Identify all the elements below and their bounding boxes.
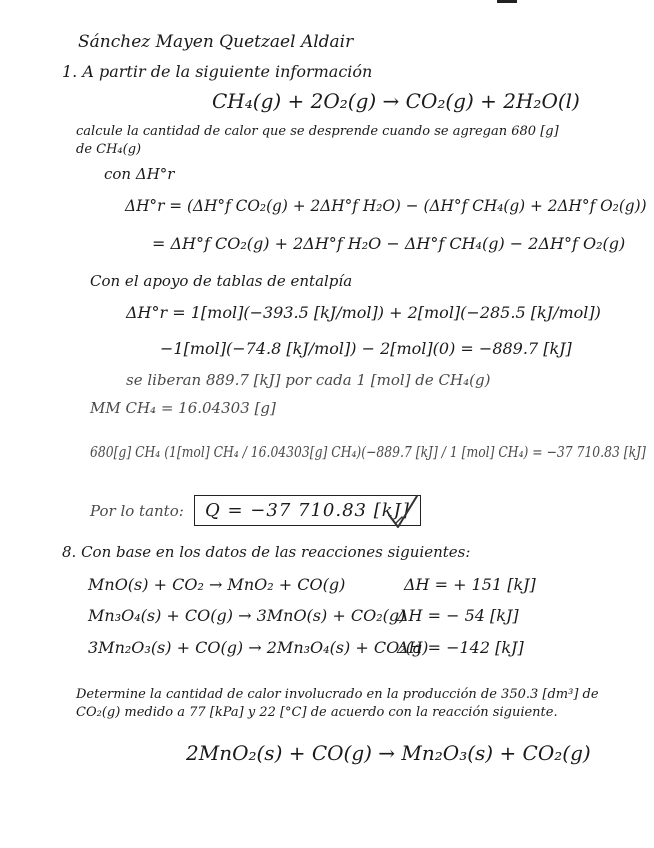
conversion-line: 680[g] CH₄ (1[mol] CH₄ / 16.04303[g] CH₄)(−889.7 [kJ] / 1 [mol] CH₄) = −37 710.83 [kJ] <box>90 443 646 461</box>
conclusion-label: Por lo tanto: <box>90 502 184 520</box>
problem-1-question-line-2: de CH₄(g) <box>76 142 142 157</box>
check-mark-icon <box>386 493 420 533</box>
heat-released-statement: se liberan 889.7 [kJ] por cada 1 [mol] de CH₄(g) <box>126 371 491 389</box>
molar-mass-line: MM CH₄ = 16.04303 [g] <box>90 399 276 417</box>
target-reaction: 2MnO₂(s) + CO(g) → Mn₂O₃(s) + CO₂(g) <box>186 741 591 765</box>
reaction-1-enthalpy: ΔH = + 151 [kJ] <box>404 575 536 594</box>
reaction-2-equation: Mn₃O₄(s) + CO(g) → 3MnO(s) + CO₂(g) <box>88 606 406 625</box>
page-top-mark <box>497 0 517 3</box>
calculation-line-2: −1[mol](−74.8 [kJ/mol]) − 2[mol](0) = −889.7 [kJ] <box>160 339 572 358</box>
final-answer-box: Q = −37 710.83 [kJ] <box>194 495 421 526</box>
problem-8-question-line-1: Determine la cantidad de calor involucrado en la producción de 350.3 [dm³] de <box>76 687 599 702</box>
calculation-line-1: ΔH°r = 1[mol](−393.5 [kJ/mol]) + 2[mol](−285.5 [kJ/mol]) <box>126 303 601 322</box>
reaction-1-equation: MnO(s) + CO₂ → MnO₂ + CO(g) <box>88 575 346 594</box>
reaction-3-equation: 3Mn₂O₃(s) + CO(g) → 2Mn₃O₄(s) + CO₂(g) <box>88 638 429 657</box>
problem-8-question-line-2: CO₂(g) medido a 77 [kPa] y 22 [°C] de acuerdo con la reacción siguiente. <box>76 705 558 720</box>
method-label: con ΔH°r <box>104 165 175 183</box>
tables-note: Con el apoyo de tablas de entalpía <box>90 272 353 290</box>
problem-1-title: 1. A partir de la siguiente información <box>62 62 373 81</box>
problem-1-reaction: CH₄(g) + 2O₂(g) → CO₂(g) + 2H₂O(l) <box>212 89 580 113</box>
problem-1-question-line-1: calcule la cantidad de calor que se desprende cuando se agregan 680 [g] <box>76 124 559 139</box>
enthalpy-formula-line-1: ΔH°r = (ΔH°f CO₂(g) + 2ΔH°f H₂O) − (ΔH°f CH₄(g) + 2ΔH°f O₂(g)) <box>125 196 647 215</box>
reaction-2-enthalpy: ΔH = − 54 [kJ] <box>397 606 519 625</box>
problem-8-title: 8. Con base en los datos de las reacciones siguientes: <box>62 543 471 561</box>
author-name: Sánchez Mayen Quetzael Aldair <box>78 32 354 52</box>
enthalpy-formula-line-2: = ΔH°f CO₂(g) + 2ΔH°f H₂O − ΔH°f CH₄(g) − 2ΔH°f O₂(g) <box>152 234 626 253</box>
reaction-3-enthalpy: ΔH = −142 [kJ] <box>397 638 524 657</box>
